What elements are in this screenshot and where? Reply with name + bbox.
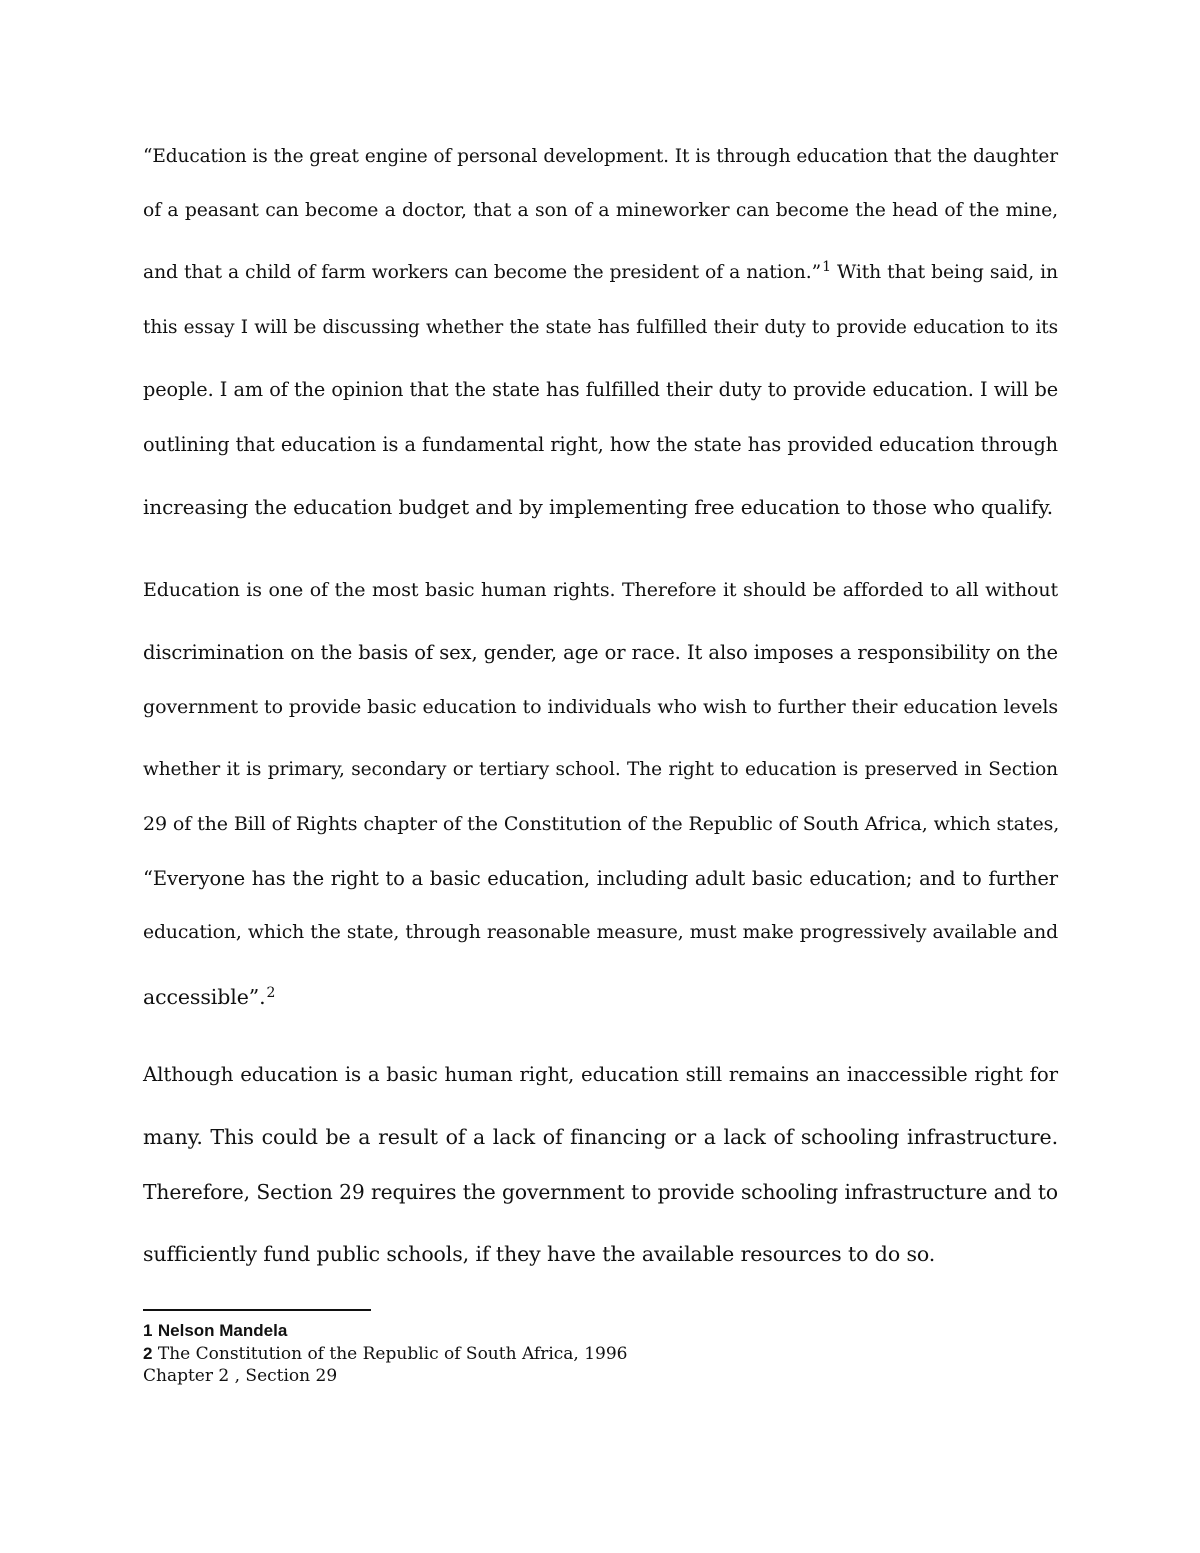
text-line: of a peasant can become a doctor, that a son of a mineworker can become the head of the mine, [143,200,1058,221]
text-line: whether it is primary, secondary or tertiary school. The right to education is preserved in Section [143,759,1058,780]
footnote-text: The Constitution of the Republic of South Africa, 1996 [157,1344,628,1364]
text-line: Although education is a basic human right, education still remains an inaccessible right for [143,1063,1058,1086]
footnote-2-continuation: Chapter 2 , Section 29 [143,1366,338,1386]
footnote-number: 1 [143,1321,153,1340]
footnote-1 [143,1320,287,1342]
text-line: Therefore, Section 29 requires the government to provide schooling infrastructure and to [143,1180,1058,1204]
text-line: 29 of the Bill of Rights chapter of the Constitution of the Republic of South Africa, which states, [143,813,1060,835]
footnote-2 [143,1343,628,1365]
text-line: sufficiently fund public schools, if they have the available resources to do so. [143,1242,936,1266]
text-line [143,983,1058,1011]
footnote-ref-2: 2 [266,985,276,1001]
footnote-ref-1: 1 [822,259,831,275]
text-line [143,259,1058,287]
text-line: discrimination on the basis of sex, gender, age or race. It also imposes a responsibility on the [143,641,1058,664]
text-line: Education is one of the most basic human rights. Therefore it should be afforded to all without [143,579,1058,601]
text-line: increasing the education budget and by implementing free education to those who qualify. [143,495,1054,519]
footnote-separator [143,1309,371,1311]
footnote-text: Nelson Mandela [157,1321,288,1340]
text-line: government to provide basic education to individuals who wish to further their education levels [143,696,1058,718]
text-segment: and that a child of farm workers can become the president of a nation.” [143,262,822,283]
text-segment: accessible”. [143,985,266,1009]
text-line: many. This could be a result of a lack of financing or a lack of schooling infrastructure. [143,1125,1058,1149]
text-segment: With that being said, in [830,262,1058,283]
text-line: “Everyone has the right to a basic education, including adult basic education; and to further [143,867,1058,890]
footnote-number: 2 [143,1344,153,1363]
text-line: this essay I will be discussing whether the state has fulfilled their duty to provide education to its [143,317,1058,338]
text-line: outlining that education is a fundamental right, how the state has provided education through [143,433,1058,456]
text-line: “Education is the great engine of personal development. It is through education that the daughter [143,146,1058,167]
text-line: people. I am of the opinion that the state has fulfilled their duty to provide education. I will be [143,378,1058,401]
text-line: education, which the state, through reasonable measure, must make progressively available and [143,922,1058,943]
